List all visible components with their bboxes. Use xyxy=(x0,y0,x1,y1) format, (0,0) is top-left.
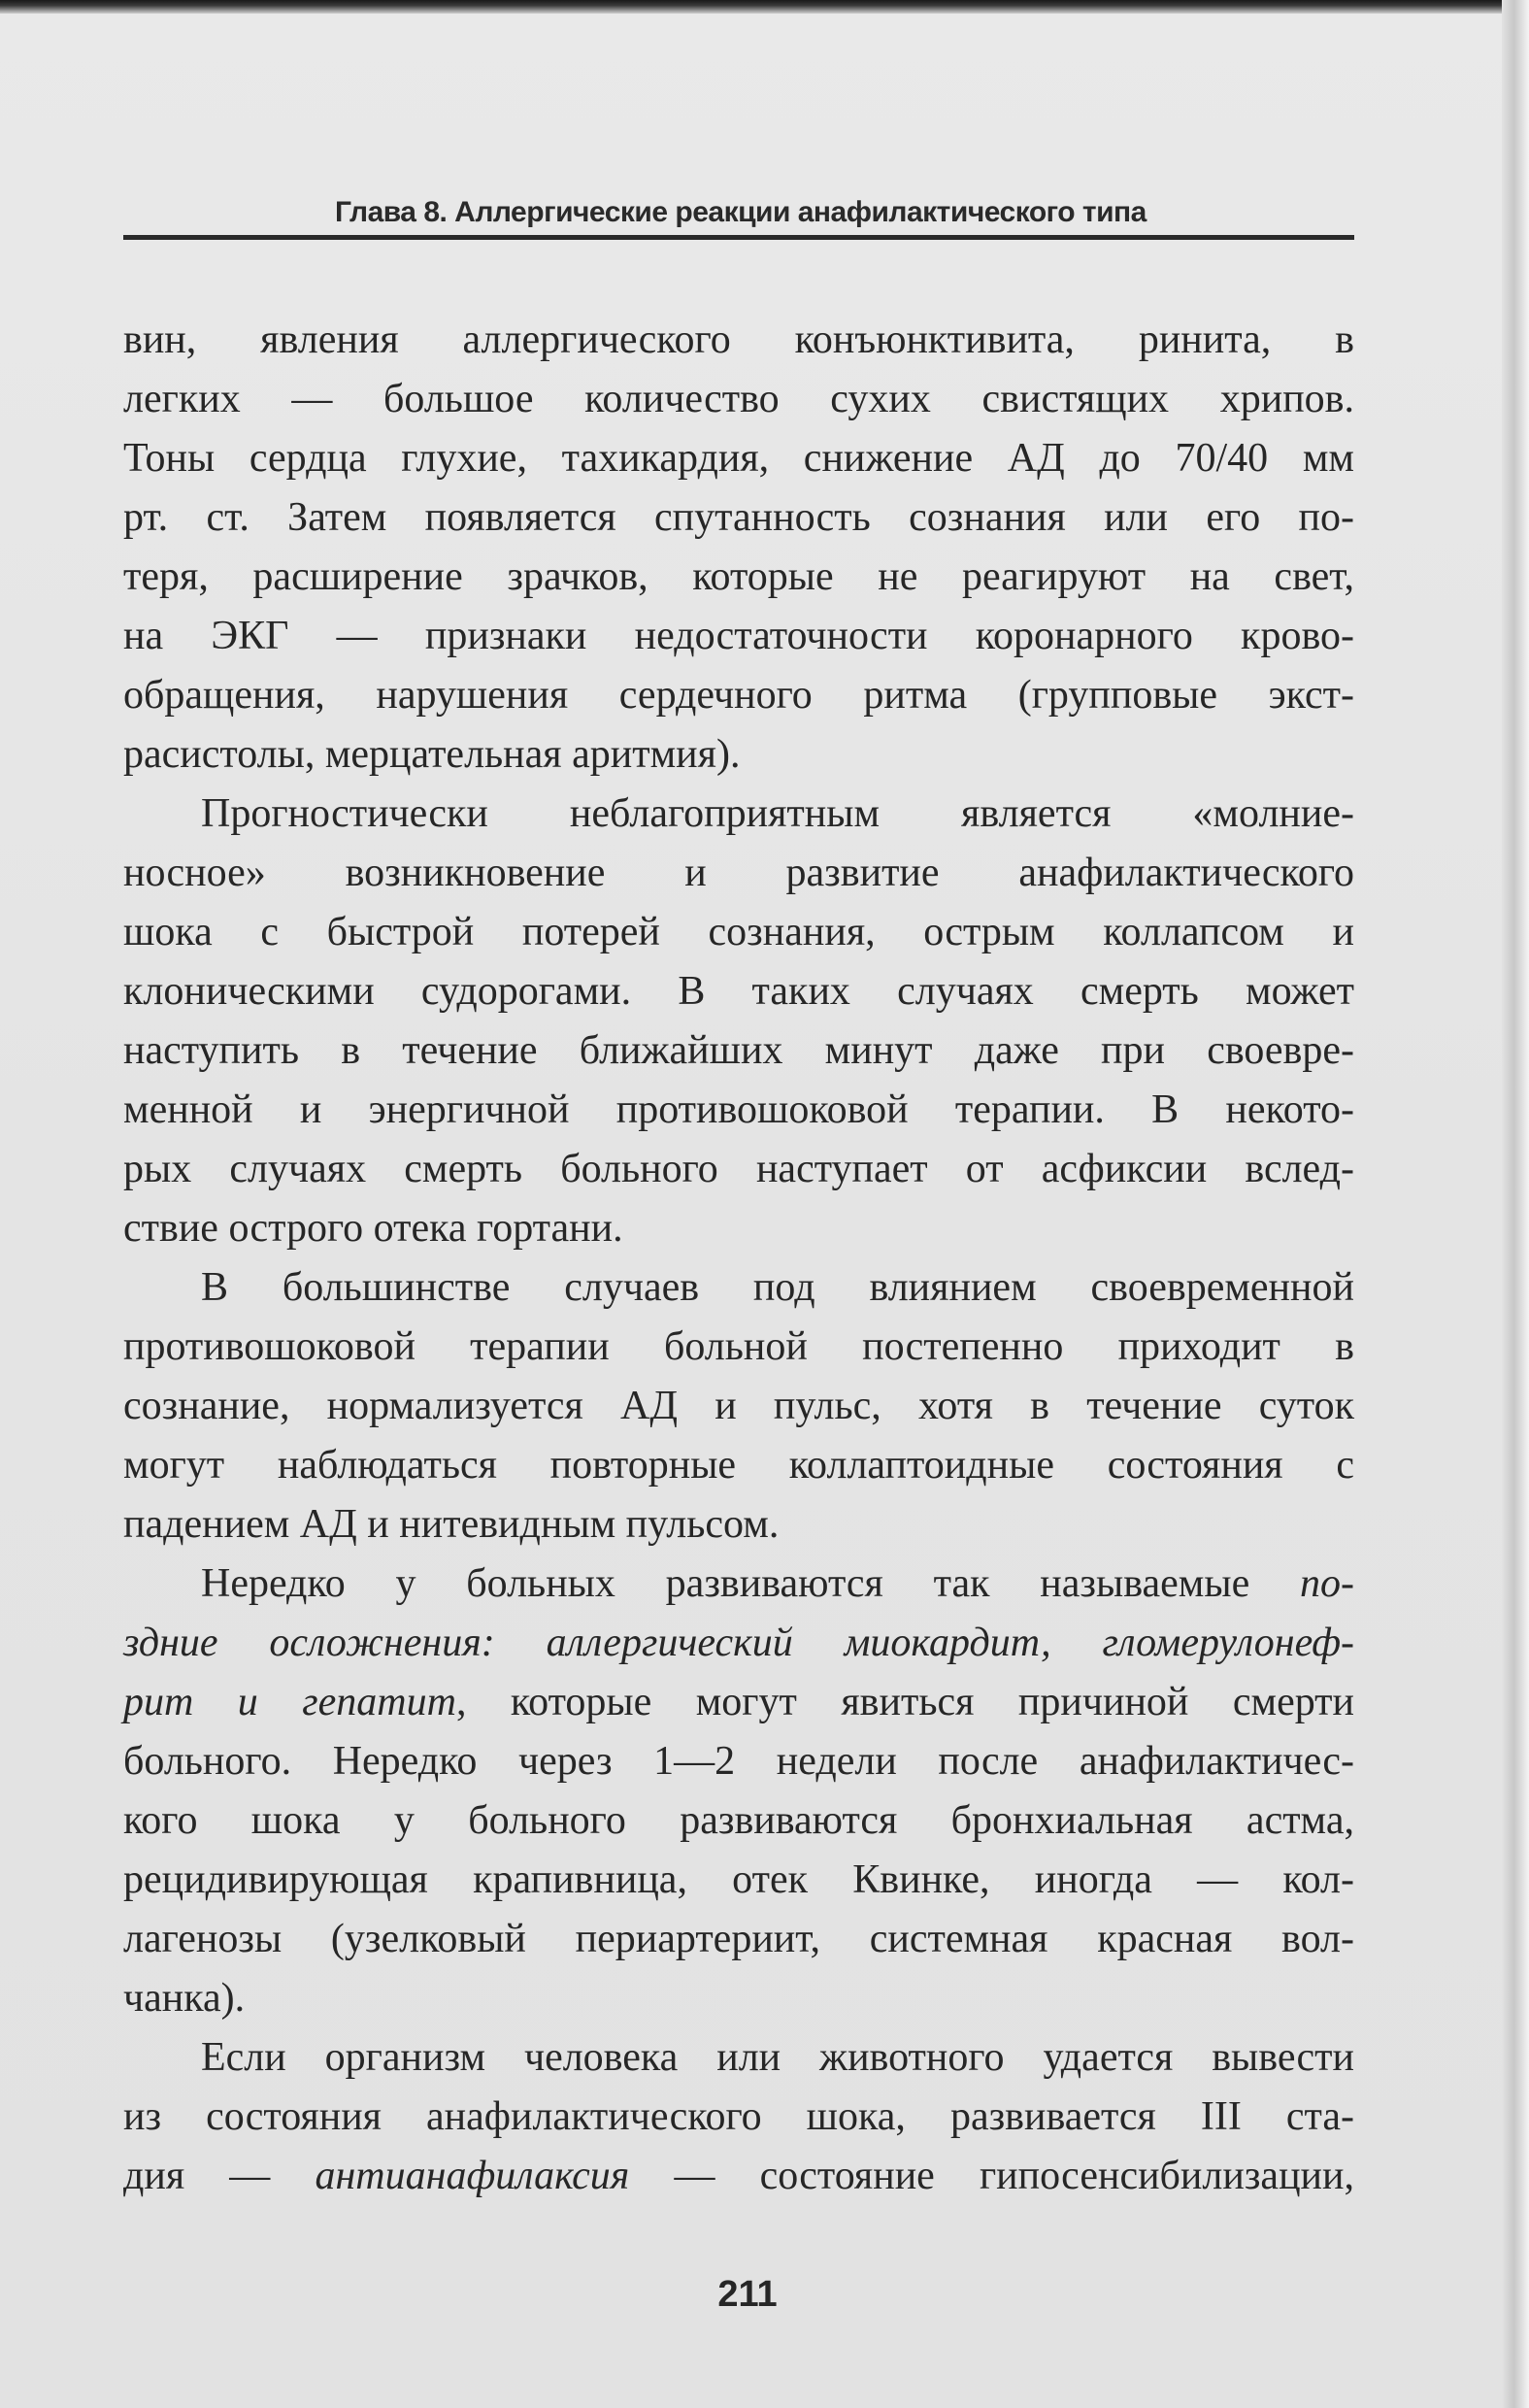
text-line: носное» возникновение и развитие анафилактического xyxy=(123,851,1354,895)
scan-right-edge xyxy=(1502,0,1529,2408)
body-text xyxy=(123,311,1354,2206)
text-line: ствие острого отека гортани. xyxy=(123,1206,623,1251)
text-line: рецидивирующая крапивница, отек Квинке, иногда — кол- xyxy=(123,1857,1354,1902)
italic-term: здние осложнения: аллергический миокардит, гломерулонеф- xyxy=(123,1621,1354,1665)
text-line: лагенозы (узелковый периартериит, системная красная вол- xyxy=(123,1917,1354,1961)
running-head-title: Глава 8. Аллергические реакции анафилактического типа xyxy=(335,196,1147,228)
text-line: шока с быстрой потерей сознания, острым коллапсом и xyxy=(123,910,1354,954)
text-line: теря, расширение зрачков, которые не реагируют на свет, xyxy=(123,554,1354,599)
text-line: сознание, нормализуется АД и пульс, хотя в течение суток xyxy=(123,1384,1354,1428)
paragraph-first-line: Прогностически неблагоприятным является «молние- xyxy=(201,791,1354,836)
text-line: рых случаях смерть больного наступает от асфиксии вслед- xyxy=(123,1147,1354,1191)
text-line xyxy=(123,2147,1354,2206)
text-run: — состояние гипосенсибилизации, xyxy=(674,2154,1355,2198)
text-line: Тоны сердца глухие, тахикардия, снижение АД до 70/40 мм xyxy=(123,436,1354,481)
text-line: обращения, нарушения сердечного ритма (групповые экст- xyxy=(123,673,1354,718)
text-line: менной и энергичной противошоковой терапии. В некото- xyxy=(123,1087,1354,1132)
text-line: кого шока у больного развиваются бронхиальная астма, xyxy=(123,1798,1354,1843)
text-line: противошоковой терапии больной постепенно приходит в xyxy=(123,1324,1354,1369)
text-run: дия — xyxy=(123,2154,271,2198)
scan-top-edge xyxy=(0,0,1529,14)
text-line: клоническими судорогами. В таких случаях смерть может xyxy=(123,969,1354,1014)
text-line: больного. Нередко через 1—2 недели после анафилактичес- xyxy=(123,1739,1354,1784)
italic-term: по- xyxy=(1300,1561,1355,1606)
italic-term: рит и гепатит xyxy=(123,1680,456,1724)
text-line xyxy=(123,1673,1354,1732)
text-line: падением АД и нитевидным пульсом. xyxy=(123,1502,780,1547)
text-run: Нередко у больных развиваются так называемые xyxy=(201,1561,1250,1606)
text-line: рт. ст. Затем появляется спутанность сознания или его по- xyxy=(123,495,1354,540)
text-line: на ЭКГ — признаки недостаточности коронарного крово- xyxy=(123,614,1354,658)
text-line: могут наблюдаться повторные коллаптоидные состояния с xyxy=(123,1443,1354,1488)
text-line xyxy=(123,1614,1354,1673)
text-line: расистолы, мерцательная аритмия). xyxy=(123,732,741,777)
paragraph-first-line xyxy=(123,1555,1354,1614)
running-head xyxy=(123,190,1354,240)
text-run: , которые могут явиться причиной смерти xyxy=(455,1680,1354,1724)
paragraph-first-line: Если организм человека или животного удается вывести xyxy=(201,2035,1354,2080)
text-line: наступить в течение ближайших минут даже при своевре- xyxy=(123,1028,1354,1073)
text-line: легких — большое количество сухих свистящих хрипов. xyxy=(123,377,1354,421)
text-line: из состояния анафилактического шока, развивается III ста- xyxy=(123,2094,1354,2139)
text-line: чанка). xyxy=(123,1976,246,2021)
italic-term: антианафилаксия xyxy=(315,2154,630,2198)
page-number: 211 xyxy=(717,2274,778,2315)
paragraph-first-line: В большинстве случаев под влиянием своевременной xyxy=(201,1265,1354,1310)
text-line: вин, явления аллергического конъюнктивита, ринита, в xyxy=(123,318,1354,362)
